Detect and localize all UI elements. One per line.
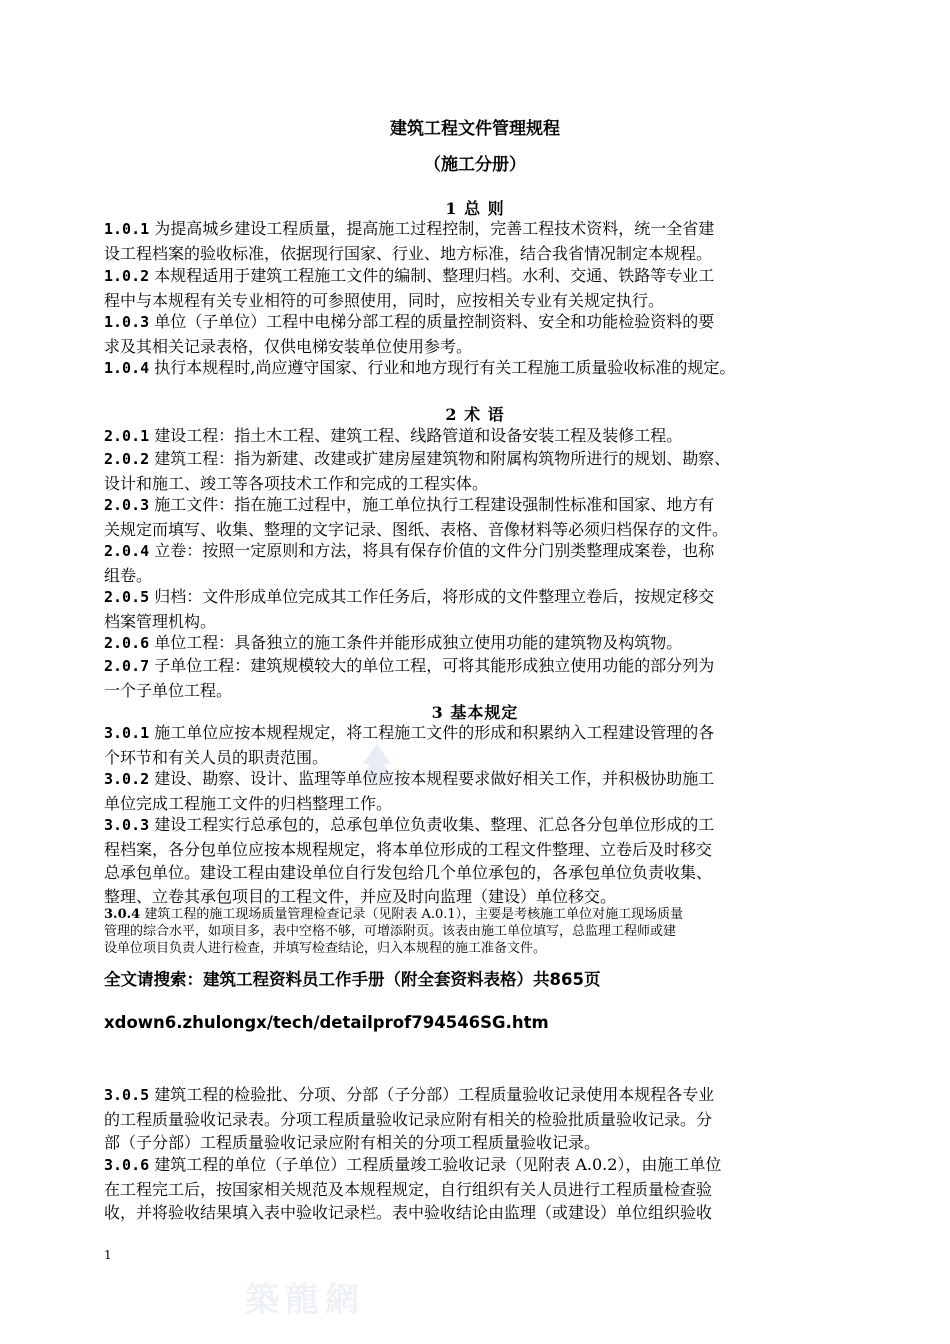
clause-3-0-6: 3.0.6 建筑工程的单位（子单位）工程质量竣工验收记录（见附表 A.0.2），由施工单位 在工程完工后，按国家相关规范及本规程规定，自行组织有关人员进行工程质量检查验 收，并将验收结果填入表中验收记录栏。表中验收结论由监理（或建设）单位组织验收 [104, 1155, 722, 1222]
clause-3-0-5: 3.0.5 建筑工程的检验批、分项、分部（子分部）工程质量验收记录使用本规程各专业 的工程质量验收记录表。分项工程质量验收记录应附有相关的检验批质量验收记录。分 部（子分部）工程质量验收记录应附有相关的分项工程质量验收记录。 [104, 1085, 715, 1152]
clause-number: 1.0.1 [104, 220, 150, 238]
clause-number: 3.0.2 [104, 770, 150, 788]
section-heading-2: 2 术 语 [445, 405, 505, 424]
clause-number: 2.0.6 [104, 634, 150, 652]
clause-2-0-1: 2.0.1 建设工程：指土木工程、建筑工程、线路管道和设备安装工程及装修工程。 [104, 426, 683, 445]
clause-number: 1.0.3 [104, 313, 150, 331]
clause-2-0-5: 2.0.5 归档：文件形成单位完成其工作任务后，将形成的文件整理立卷后，按规定移交 档案管理机构。 [104, 587, 715, 631]
clause-number: 1.0.2 [104, 267, 150, 285]
page-number: 1 [104, 1248, 112, 1262]
clause-2-0-4: 2.0.4 立卷：按照一定原则和方法，将具有保存价值的文件分门别类整理成案卷，也称 组卷。 [104, 541, 715, 585]
clause-1-0-2: 1.0.2 本规程适用于建筑工程施工文件的编制、整理归档。水利、交通、铁路等专业工 程中与本规程有关专业相符的可参照使用，同时，应按相关专业有关规定执行。 [104, 266, 715, 310]
clause-number: 3.0.5 [104, 1086, 150, 1104]
clause-2-0-3: 2.0.3 施工文件：指在施工过程中，施工单位执行工程建设强制性标准和国家、地方有 关规定而填写、收集、整理的文字记录、图纸、表格、音像材料等必须归档保存的文件。 [104, 495, 729, 539]
clause-number: 2.0.1 [104, 427, 150, 445]
clause-1-0-3: 1.0.3 单位（子单位）工程中电梯分部工程的质量控制资料、安全和功能检验资料的要 求及其相关记录表格，仅供电梯安装单位使用参考。 [104, 312, 715, 356]
clause-1-0-1: 1.0.1 为提高城乡建设工程质量，提高施工过程控制，完善工程技术资料，统一全省建 设工程档案的验收标准，依据现行国家、行业、地方标准，结合我省情况制定本规程。 [104, 219, 715, 263]
clause-2-0-7: 2.0.7 子单位工程：建筑规模较大的单位工程，可将其能形成独立使用功能的部分列为 一个子单位工程。 [104, 656, 715, 700]
clause-number: 2.0.5 [104, 588, 150, 606]
promo-search-text: 全文请搜索：建筑工程资料员工作手册（附全套资料表格）共865页 [104, 970, 601, 989]
clause-number: 1.0.4 [104, 359, 150, 377]
section-heading-1: 1 总 则 [445, 199, 505, 218]
section-heading-3: 3 基本规定 [431, 703, 519, 722]
clause-number: 3.0.3 [104, 816, 150, 834]
clause-3-0-2: 3.0.2 建设、勘察、设计、监理等单位应按本规程要求做好相关工作，并积极协助施工 单位完成工程施工文件的归档整理工作。 [104, 769, 715, 813]
clause-number: 2.0.2 [104, 450, 150, 468]
clause-number: 3.0.1 [104, 724, 150, 742]
clause-number: 3.0.4 [104, 907, 141, 922]
clause-3-0-3: 3.0.3 建设工程实行总承包的，总承包单位负责收集、整理、汇总各分包单位形成的工 程档案，各分包单位应按本规程规定，将本单位形成的工程文件整理、立卷后及时移交 总承包单位。建设工程由建设单位自行发包给几个单位承包的，各承包单位负责收集、 整理、立卷其承包项目的工程文件，并应及时向监理（建设）单位移交。 [104, 815, 715, 906]
document-title: 建筑工程文件管理规程 [390, 119, 560, 139]
clause-number: 2.0.4 [104, 542, 150, 560]
clause-number: 2.0.3 [104, 496, 150, 514]
clause-2-0-6: 2.0.6 单位工程：具备独立的施工条件并能形成独立使用功能的建筑物及构筑物。 [104, 633, 683, 652]
clause-1-0-4: 1.0.4 执行本规程时,尚应遵守国家、行业和地方现行有关工程施工质量验收标准的规定。 [104, 358, 736, 377]
clause-3-0-4: 3.0.4 建筑工程的施工现场质量管理检查记录（见附表 A.0.1），主要是考核施工单位对施工现场质量 管理的综合水平，如项目多，表中空格不够，可增添附页。该表由施工单位填写，总监理工程师或建 设单位项目负责人进行检查，并填写检查结论，归入本规程的施工准备文件。 [104, 907, 684, 956]
clause-number: 2.0.7 [104, 657, 150, 675]
clause-number: 3.0.6 [104, 1156, 150, 1174]
clause-2-0-2: 2.0.2 建筑工程：指为新建、改建或扩建房屋建筑物和附属构筑物所进行的规划、勘察、 设计和施工、竣工等各项技术工作和完成的工程实体。 [104, 449, 731, 493]
clause-3-0-1: 3.0.1 施工单位应按本规程规定，将工程施工文件的形成和积累纳入工程建设管理的各 个环节和有关人员的职责范围。 [104, 723, 715, 767]
promo-link[interactable]: xdown6.zhulongx/tech/detailprof794546SG.htm [104, 1013, 549, 1032]
watermark-text: 築龍網 [245, 1280, 365, 1320]
document-subtitle: （施工分册） [424, 155, 526, 175]
